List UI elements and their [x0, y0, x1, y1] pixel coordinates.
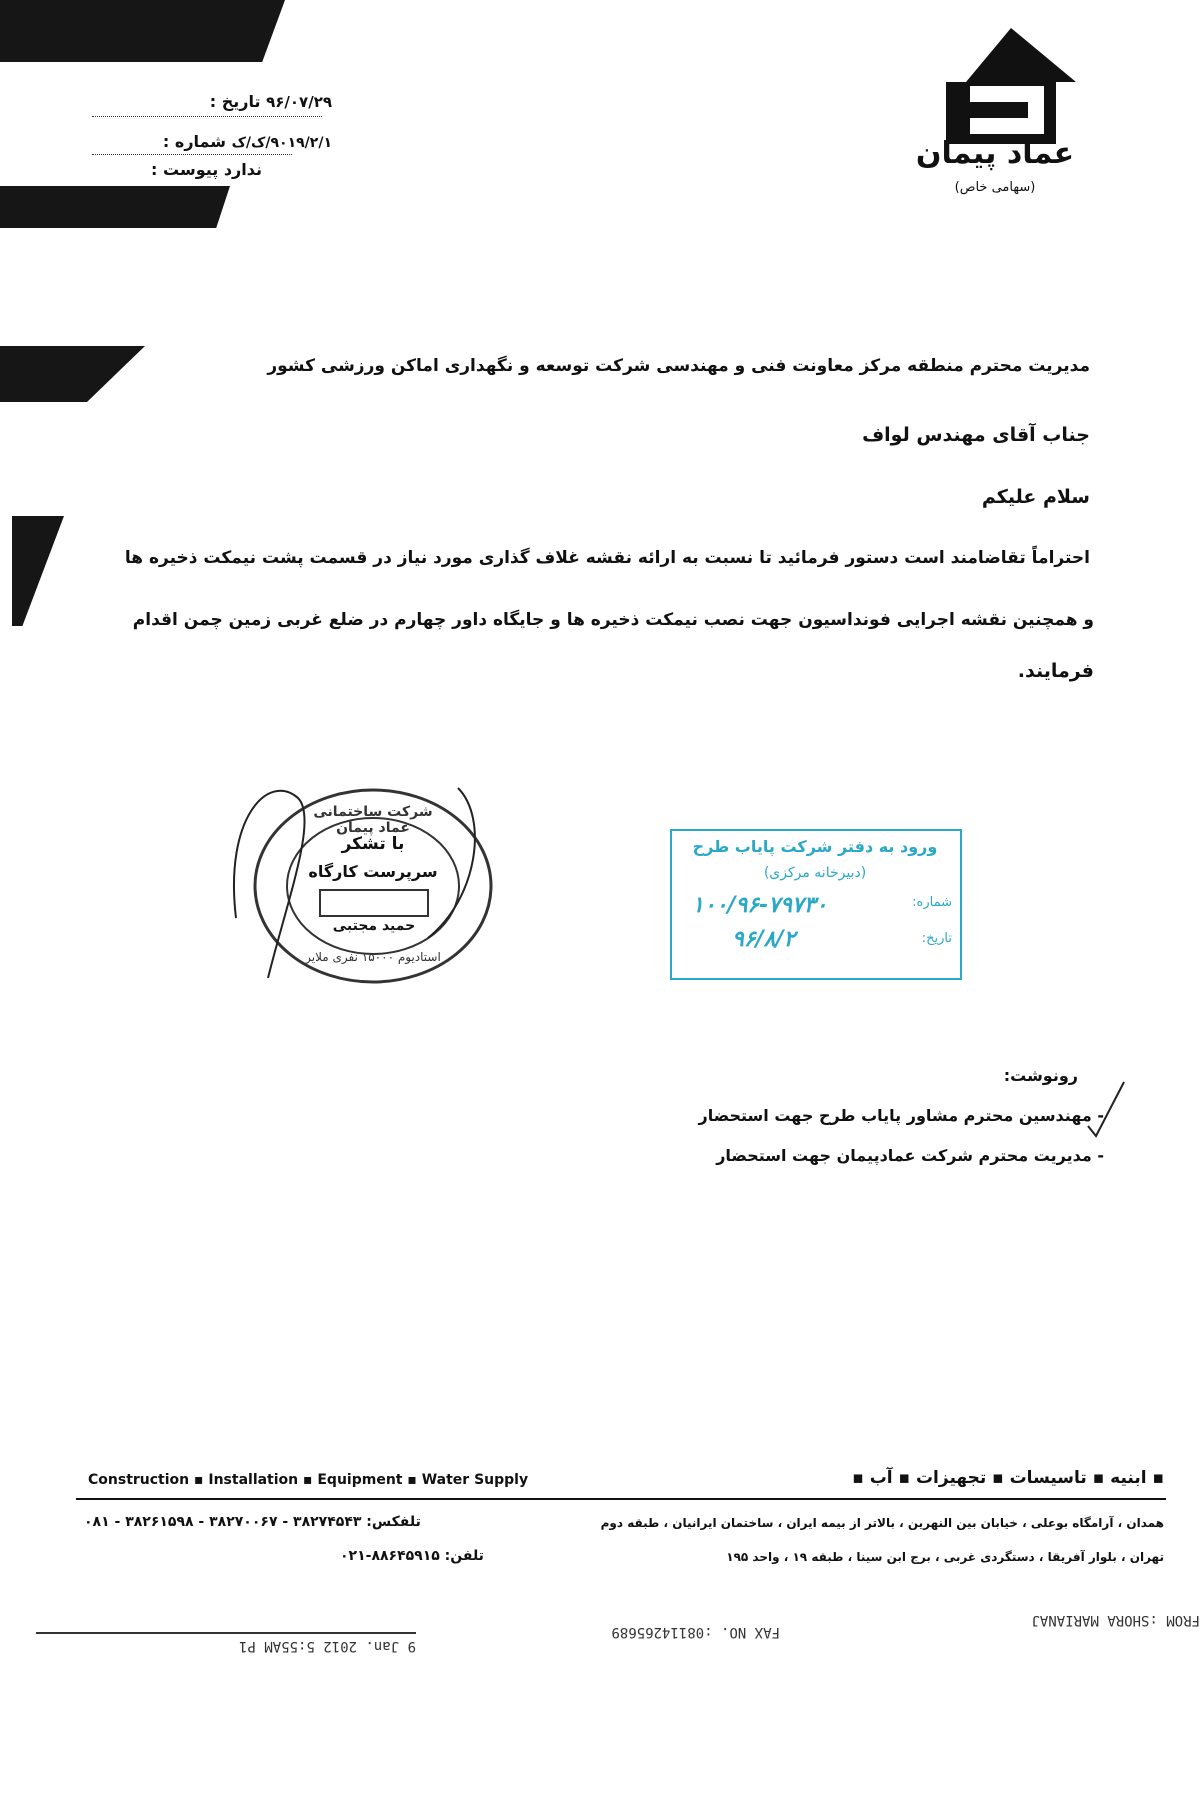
- paragraph-line-2: و همچنین نقشه اجرایی فونداسیون جهت نصب نیمکت ذخیره ها و جایگاه داور چهارم در ضلع غربی زمین چمن اقدام: [132, 610, 1094, 630]
- company-seal: [228, 778, 498, 993]
- date-dots: [92, 116, 322, 118]
- footer-tehran-address: تهران ، بلوار آفریقا ، دستگردی غربی ، برج ابن سینا ، طبقه ۱۹ ، واحد ۱۹۵: [726, 1550, 1164, 1564]
- attachment-label: پیوست :: [151, 160, 219, 179]
- cc-label: رونوشت:: [1003, 1066, 1078, 1085]
- footer-tehran-phone: تلفن: ۸۸۶۴۵۹۱۵-۰۲۱: [340, 1548, 484, 1564]
- recipient-line-2: جناب آقای مهندس لواف: [862, 424, 1090, 446]
- company-type: (سهامی خاص): [954, 180, 1036, 195]
- paragraph-line-3: فرمایند.: [1017, 660, 1094, 682]
- footer-services-en: Construction ▪ Installation ▪ Equipment ▪ Water Supply: [88, 1472, 529, 1488]
- seal-thanks: با تشکر: [341, 834, 405, 854]
- stamp-number-value: ۱۰۰/۹۶-۷۹۷۳۰: [692, 893, 828, 918]
- date-field: [92, 92, 332, 111]
- attachment-field: [92, 160, 262, 179]
- footer-services-fa: ▪ ابنیه ▪ تاسیسات ▪ تجهیزات ▪ آب ▪: [852, 1468, 1164, 1488]
- scan-bar-wedge-2: [12, 516, 64, 626]
- recipient-line-1: مدیریت محترم منطقه مرکز معاونت فنی و مهندسی شرکت توسعه و نگهداری اماکن ورزشی کشور: [267, 356, 1090, 376]
- number-value: ۹۰۱۹/۲/۱/ک/ک: [231, 135, 332, 151]
- fax-date: 9 Jan. 2012 5:55AM P1: [238, 1638, 416, 1654]
- seal-role: سرپرست کارگاه: [308, 862, 438, 881]
- scan-bar-wedge-1: [0, 346, 145, 402]
- stamp-title: ورود به دفتر شرکت پایاب طرح: [692, 837, 938, 856]
- footer-rule: [76, 1498, 1166, 1500]
- stamp-date-value: ۹۶/۸/۲: [732, 927, 796, 952]
- fax-number: FAX NO. :08114265689: [611, 1624, 780, 1640]
- date-value: ۹۶/۰۷/۲۹: [266, 93, 332, 111]
- stamp-number-label: شماره:: [912, 895, 952, 910]
- seal-name: حمید مجتبی: [332, 918, 416, 934]
- fax-rule: [36, 1632, 416, 1634]
- scan-bar-mid: [0, 186, 230, 228]
- stamp-date-label: تاریخ:: [921, 931, 952, 946]
- fax-from: FROM :SHORA MARIANAJ: [1031, 1612, 1200, 1628]
- company-logo-icon: [936, 20, 1086, 144]
- number-dots: [92, 154, 292, 156]
- company-name: عماد پیمان: [915, 136, 1075, 171]
- footer-hamedan-address: همدان ، آرامگاه بوعلی ، خیابان بین النهرین ، بالاتر از بیمه ایران ، ساختمان ایرانیان ، طبقه دوم: [600, 1516, 1164, 1530]
- number-field: [92, 132, 332, 151]
- cc-line-1: - مهندسین محترم مشاور پایاب طرح جهت استحضار: [698, 1106, 1104, 1125]
- number-label: شماره :: [162, 132, 227, 151]
- registration-stamp: [670, 829, 962, 980]
- greeting: سلام علیکم: [981, 486, 1090, 508]
- scan-bar-top: [0, 0, 285, 62]
- seal-bottom-text: استادیوم ۱۵۰۰۰ نفری ملایر: [305, 950, 441, 964]
- stamp-subtitle: (دبیرخانه مرکزی): [763, 865, 867, 881]
- date-label: تاریخ :: [209, 92, 261, 111]
- attachment-value: ندارد: [223, 160, 262, 179]
- paragraph-line-1: احتراماً تقاضامند است دستور فرمائید تا نسبت به ارائه نقشه غلاف گذاری مورد نیاز در قسمت پشت نیمکت ذخیره ها: [124, 548, 1090, 568]
- footer-hamedan-fax: تلفکس: ۳۸۲۷۴۵۴۳ - ۳۸۲۷۰۰۶۷ - ۳۸۲۶۱۵۹۸ - ۰۸۱: [84, 1514, 421, 1530]
- seal-outer-text: شرکت ساختمانی عماد پیمان: [313, 804, 433, 836]
- cc-line-2: - مدیریت محترم شرکت عمادپیمان جهت استحضار: [716, 1146, 1104, 1165]
